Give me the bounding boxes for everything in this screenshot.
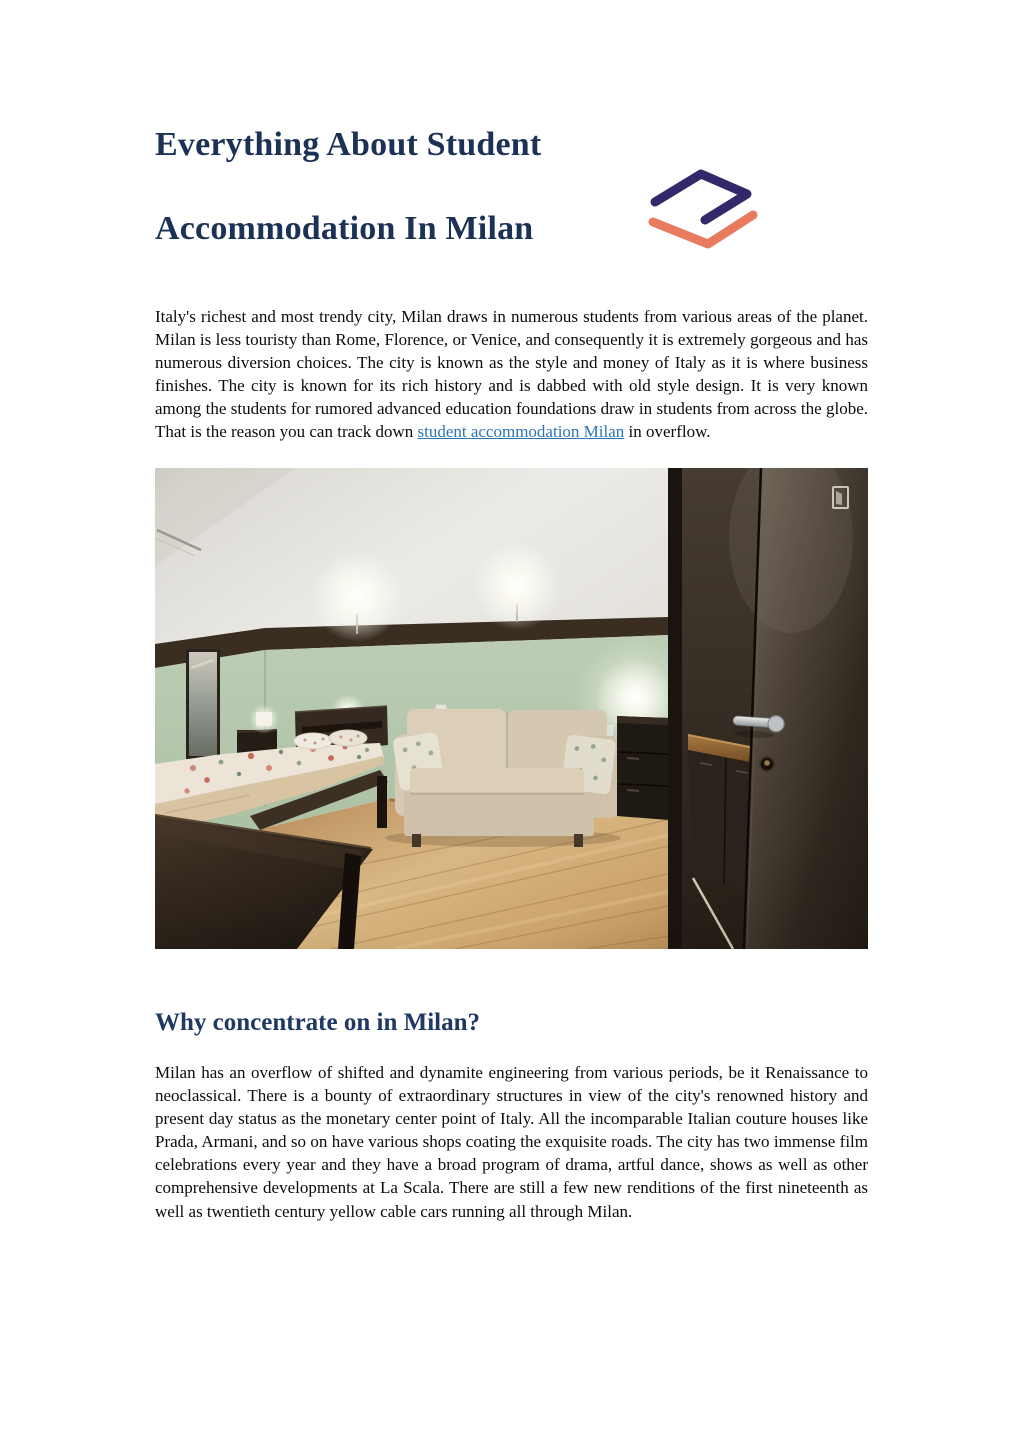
intro-paragraph [155,305,868,444]
section-heading: Why concentrate on in Milan? [155,1008,480,1036]
page-title-line2: Accommodation In Milan [155,210,534,247]
intro-text-before-link: Italy's richest and most trendy city, Milan draws in numerous students from various areas of the planet. Milan is less touristy than Rome, Florence, or Venice, and consequently it is extremely gorgeous and has numerous diversion choices. The city is known as the style and money of Italy as it is where business finishes. The city is known for its rich history and is dabbed with old style design. It is very known among the students for rumored advanced education foundations draw in students from across the globe. That is the reason you can track down [155,307,868,442]
logo-chevron-navy-icon [655,174,747,220]
intro-text-after-link: in overflow. [628,422,711,442]
room-photo [155,468,868,949]
page-title-line1: Everything About Student [155,126,542,163]
brand-logo [645,161,763,263]
student-accommodation-link[interactable]: student accommodation Milan [417,422,625,442]
section-paragraph: Milan has an overflow of shifted and dynamite engineering from various periods, be it Renaissance to neoclassical. There is a bounty of extraordinary structures in view of the city's renowned history and present day status as the monetary center point of Italy. All the incomparable Italian couture houses like Prada, Armani, and so on have various shops coating the exquisite roads. The city has two immense film celebrations every year and they have a broad program of drama, artful dance, shows as well as other comprehensive developments at La Scala. There are still a few new renditions of the first nineteenth as well as twentieth century yellow cable cars running all through Milan. [155,1063,868,1221]
